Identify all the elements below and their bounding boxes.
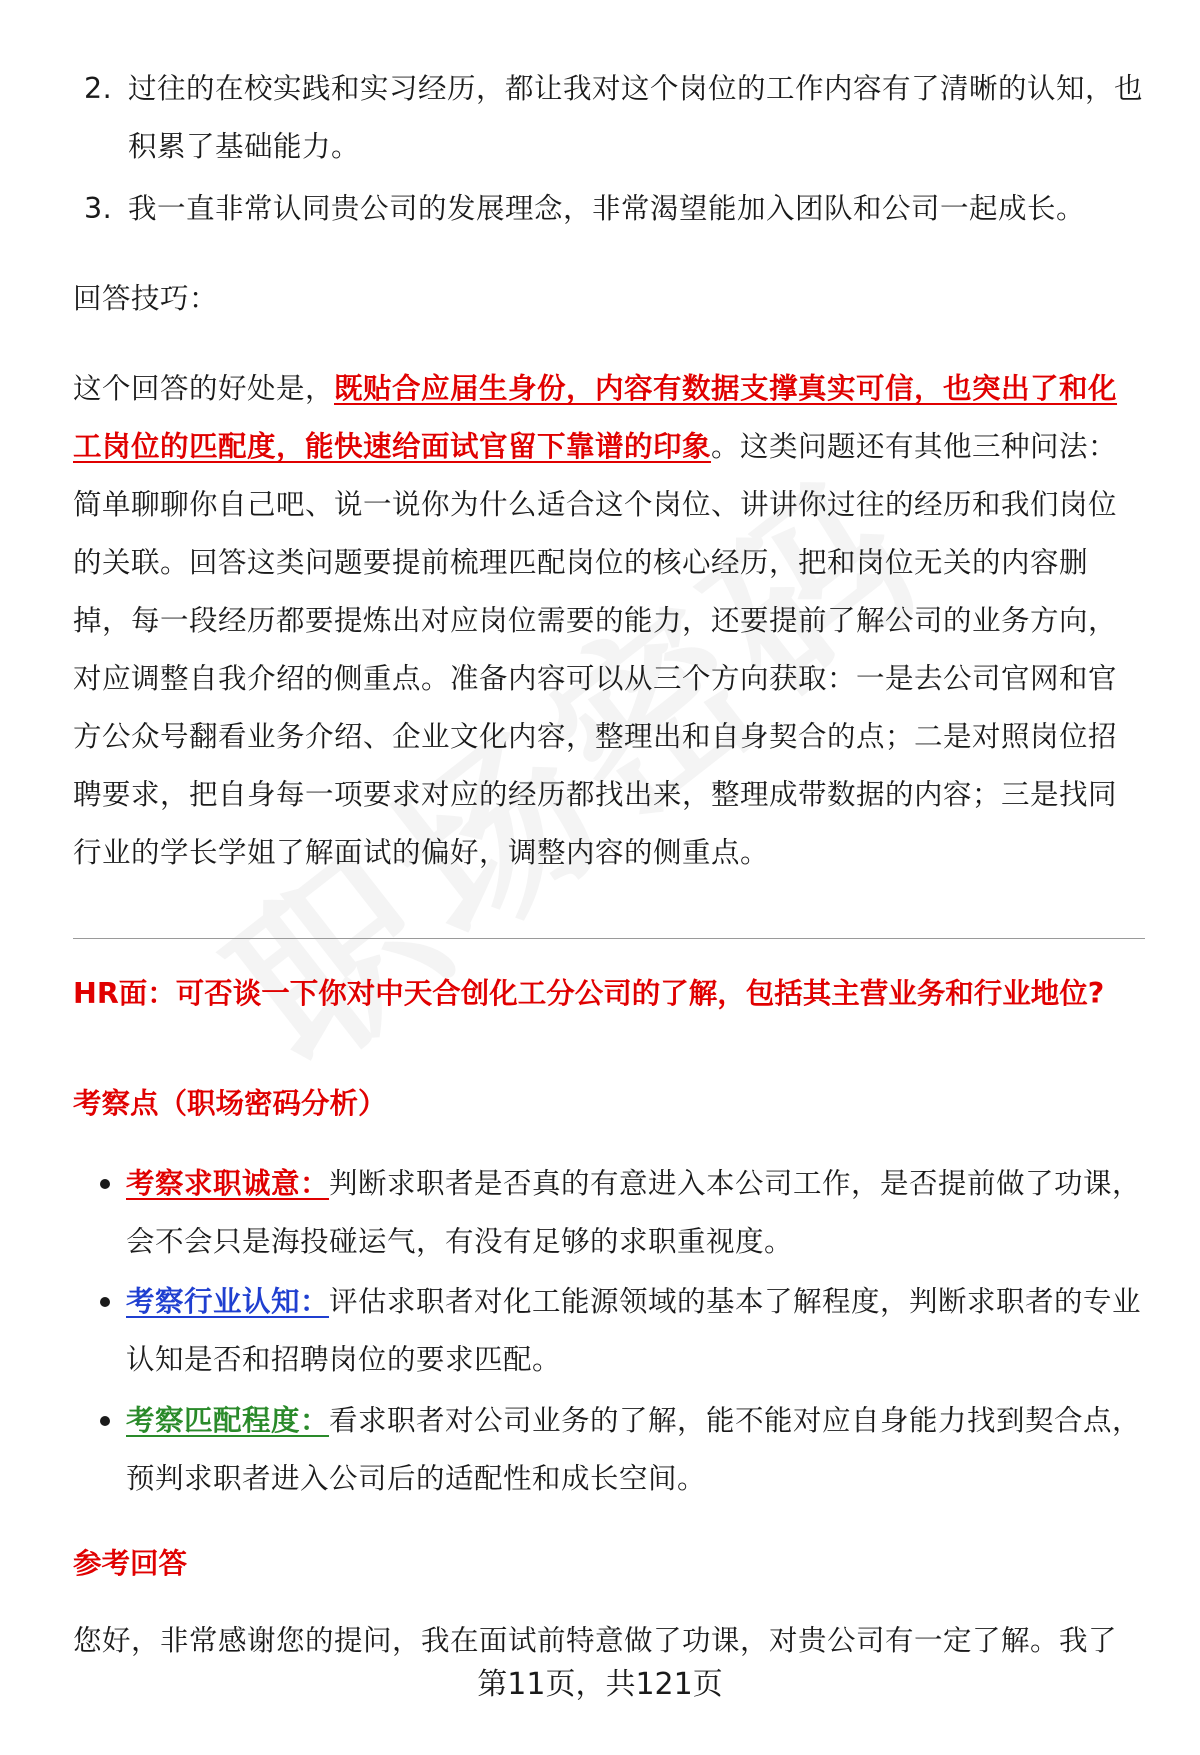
list-number: 3. bbox=[84, 192, 113, 225]
tips-lead: 这个回答的好处是， bbox=[73, 372, 335, 405]
bullet-dot bbox=[100, 1179, 110, 1189]
tips-rest: 。这类问题还有其他三种问法：简单聊聊你自己吧、说一说你为什么适合这个岗位、讲讲你过往的经历和我们岗位的关联。回答这类问题要提前梳理匹配岗位的核心经历，把和岗位无关的内容删掉，每一段经历都要提炼出对应岗位需要的能力，还要提前了解公司的业务方向，对应调整自我介绍的侧重点。准备内容可以从三个方向获取：一是去公司官网和官方公众号翻看业务介绍、企业文化内容，整理出和自身契合的点；二是对照岗位招聘要求，把自身每一项要求对应的经历都找出来，整理成带数据的内容；三是找同行业的学长学姐了解面试的偏好，调整内容的侧重点。 bbox=[73, 430, 1118, 869]
focus-point bbox=[96, 1273, 1146, 1389]
list-item bbox=[84, 60, 1144, 176]
focus-point bbox=[96, 1392, 1146, 1508]
focus-point-text: 评估求职者对化工能源领域的基本了解程度，判断求职者的专业认知是否和招聘岗位的要求匹配。 bbox=[126, 1285, 1142, 1376]
focus-point-text: 看求职者对公司业务的了解，能不能对应自身能力找到契合点，预判求职者进入公司后的适配性和成长空间。 bbox=[126, 1404, 1142, 1495]
focus-point-label: 考察行业认知： bbox=[126, 1285, 330, 1318]
answer-text: 您好，非常感谢您的提问，我在面试前特意做了功课，对贵公司有一定了解。我了 bbox=[73, 1624, 1118, 1657]
bullet-dot bbox=[100, 1297, 110, 1307]
focus-point bbox=[96, 1155, 1146, 1271]
page-number: 第11页，共121页 bbox=[477, 1667, 723, 1702]
answer-heading: 参考回答 bbox=[73, 1547, 188, 1580]
list-text: 我一直非常认同贵公司的发展理念，非常渴望能加入团队和公司一起成长。 bbox=[128, 192, 1086, 225]
tips-heading: 回答技巧： bbox=[73, 282, 219, 315]
list-number: 2. bbox=[84, 72, 113, 105]
focus-point-text: 判断求职者是否真的有意进入本公司工作，是否提前做了功课，会不会只是海投碰运气，有没有足够的求职重视度。 bbox=[126, 1167, 1142, 1258]
tips-paragraph bbox=[73, 360, 1145, 882]
list-text: 过往的在校实践和实习经历，都让我对这个岗位的工作内容有了清晰的认知，也积累了基础能力。 bbox=[128, 72, 1144, 163]
focus-point-label: 考察求职诚意： bbox=[126, 1167, 330, 1200]
list-item bbox=[84, 180, 1144, 238]
tips-highlight: 既贴合应届生身份，内容有数据支撑真实可信，也突出了和化工岗位的匹配度，能快速给面试官留下靠谱的印象 bbox=[73, 372, 1118, 463]
focus-point-label: 考察匹配程度： bbox=[126, 1404, 330, 1437]
bullet-dot bbox=[100, 1416, 110, 1426]
section-divider bbox=[73, 938, 1145, 939]
focus-heading: 考察点（职场密码分析） bbox=[73, 1087, 387, 1120]
question-title: HR面：可否谈一下你对中天合创化工分公司的了解，包括其主营业务和行业地位? bbox=[73, 977, 1105, 1010]
